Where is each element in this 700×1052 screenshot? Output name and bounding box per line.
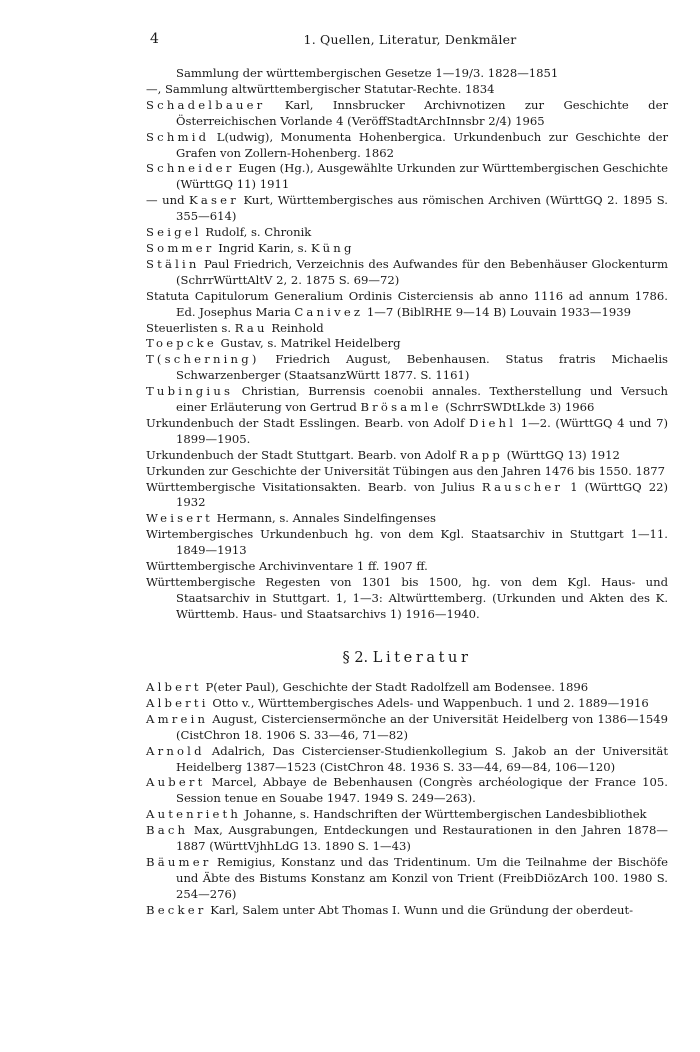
entry-text: Gustav, s. Matrikel Heidelberg: [216, 336, 401, 351]
entry-text: — und: [146, 193, 190, 208]
entry-text: Remigius, Konstanz und das Tridentinum. Um die Teilnahme der Bischöfe und Äbte des Bistums Konstanz am Konzil von Trient (FreibDiözArch 100. 1980 S. 254—276): [176, 854, 668, 901]
entry-text: Steuerlisten s.: [146, 320, 235, 335]
quellen-list: [146, 66, 668, 623]
section-heading: [146, 650, 668, 666]
entry-text: 1—7 (BiblRHE 9—14 B) Louvain 1933—1939: [363, 304, 632, 319]
entry-text: Adalrich, Das Cistercienser-Studienkollegium S. Jakob an der Universität Heidelberg 1387—1523 (CistChron 48. 1936 S. 33—44, 69—84, 106—120): [176, 743, 668, 774]
author-name-spaced: Schmid: [146, 129, 210, 144]
author-name-spaced: Canivez: [294, 304, 364, 319]
entry-text: Urkunden zur Geschichte der Universität Tübingen aus den Jahren 1476 bis 1550. 1877: [146, 463, 665, 478]
bibliography-entry: [146, 82, 668, 98]
author-name-spaced: Rau: [234, 320, 268, 335]
bibliography-entry: [146, 225, 668, 241]
bibliography-entry: [146, 575, 668, 623]
bibliography-entry: [146, 98, 668, 130]
author-name-spaced: Arnold: [146, 743, 205, 758]
bibliography-entry: [146, 480, 668, 512]
author-name-spaced: Rapp: [459, 447, 503, 462]
entry-text: Ingrid Karin, s.: [214, 240, 312, 255]
section-title: Literatur: [372, 650, 472, 666]
entry-text: 1—2. (WürttGQ 4 und 7) 1899—1905.: [176, 415, 668, 446]
entry-text: Urkundenbuch der Stadt Stuttgart. Bearb. von Adolf: [146, 447, 460, 462]
entry-text: Johanne, s. Handschriften der Württembergischen Landesbibliothek: [241, 807, 647, 822]
entry-text: Eugen (Hg.), Ausgewählte Urkunden zur Württembergischen Geschichte (WürttGQ 11) 1911: [176, 161, 668, 192]
entry-text: Karl, Innsbrucker Archivnotizen zur Geschichte der Österreichischen Vorlande 4 (VeröffStadtArchInnsbr 2/4) 1965: [176, 97, 668, 128]
author-name-spaced: Albert: [146, 680, 202, 694]
entry-text: Friedrich August, Bebenhausen. Status fratris Michaelis Schwarzenberger (StaatsanzWürtt 1877. S. 1161): [176, 352, 668, 383]
entry-text: L(udwig), Monumenta Hohenbergica. Urkundenbuch zur Geschichte der Grafen von Zollern-Hohenberg. 1862: [176, 129, 668, 160]
bibliography-entry: [146, 823, 668, 855]
author-name-spaced: Alberti: [146, 695, 209, 710]
entry-text: Otto v., Württembergisches Adels- und Wappenbuch. 1 und 2. 1889—1916: [208, 695, 649, 710]
entry-text: Sammlung der württembergischen Gesetze 1—19/3. 1828—1851: [176, 66, 559, 80]
entry-text: —, Sammlung altwürttembergischer Statutar-Rechte. 1834: [146, 81, 495, 96]
entry-text: Württembergische Visitationsakten. Bearb. von Julius: [146, 479, 482, 494]
bibliography-entry: [146, 696, 668, 712]
entry-text: Statuta Capitulorum Generalium Ordinis Cisterciensis ab anno 1116 ad annum 1786. Ed. Josephus Maria: [146, 288, 668, 319]
bibliography-entry: [146, 855, 668, 903]
bibliography-entry: [146, 559, 668, 575]
entry-text: (WürttGQ 13) 1912: [502, 447, 620, 462]
author-name-spaced: Kaser: [189, 193, 239, 208]
bibliography-entry: [146, 903, 668, 919]
author-name-spaced: Tubingius: [146, 384, 234, 399]
entry-text: 1 (WürttGQ 22) 1932: [176, 479, 668, 510]
bibliography-entry: [146, 464, 668, 480]
bibliography-entry: [146, 511, 668, 527]
entry-text: Marcel, Abbaye de Bebenhausen (Congrès archéologique der France 105. Session tenue en Souabe 1947. 1949 S. 249—263).: [176, 775, 668, 806]
author-name-spaced: Toepcke: [146, 336, 217, 351]
bibliography-entry: [146, 775, 668, 807]
author-name-spaced: Rauscher: [481, 479, 564, 494]
bibliography-entry: [146, 66, 668, 82]
page-number: 4: [150, 31, 159, 47]
author-name-spaced: Diehl: [469, 415, 517, 430]
running-head: 1. Quellen, Literatur, Denkmäler: [303, 32, 517, 47]
entry-text: Hermann, s. Annales Sindelfingenses: [212, 511, 436, 526]
bibliography-entry: [146, 712, 668, 744]
entry-text: (SchrrSWDtLkde 3) 1966: [441, 400, 595, 415]
bibliography-entry: [146, 807, 668, 823]
bibliography-entry: [146, 161, 668, 193]
entry-text: Württembergische Regesten von 1301 bis 1500, hg. von dem Kgl. Haus- und Staatsarchiv in Stuttgart. 1, 1—3: Altwürttemberg. (Urkunden und Akten des K. Württemb. Haus- und Staatsarchivs 1) 1916—1940.: [146, 575, 668, 621]
entry-text: Wirtembergisches Urkundenbuch hg. von dem Kgl. Staatsarchiv in Stuttgart 1—11. 1849—1913: [146, 527, 668, 558]
bibliography-entry: [146, 130, 668, 162]
author-name-spaced: T(scherning): [146, 352, 260, 367]
entry-text: Rudolf, s. Chronik: [201, 225, 312, 240]
bibliography-entry: [146, 193, 668, 225]
author-name-spaced: Amrein: [146, 711, 209, 726]
author-name-spaced: Küng: [311, 240, 355, 255]
author-name-spaced: Seigel: [146, 225, 202, 240]
author-name-spaced: Becker: [146, 902, 207, 917]
entry-text: Urkundenbuch der Stadt Esslingen. Bearb. von Adolf: [146, 415, 470, 430]
entry-text: P(eter Paul), Geschichte der Stadt Radolfzell am Bodensee. 1896: [201, 680, 589, 694]
entry-text: Max, Ausgrabungen, Entdeckungen und Restaurationen in den Jahren 1878—1887 (WürttVjhhLdG 13. 1890 S. 1—43): [176, 823, 668, 854]
author-name-spaced: Stälin: [146, 256, 200, 271]
bibliography-entry: [146, 241, 668, 257]
bibliography-entry: [146, 336, 668, 352]
entry-text: Württembergische Archivinventare 1 ff. 1907 ff.: [146, 559, 428, 574]
author-name-spaced: Autenrieth: [146, 807, 242, 822]
entry-text: Reinhold: [267, 320, 324, 335]
entry-text: Christian, Burrensis coenobii annales. Textherstellung und Versuch einer Erläuterung von Gertrud: [176, 384, 668, 415]
bibliography-entry: [146, 416, 668, 448]
author-name-spaced: Sommer: [146, 240, 215, 255]
author-name-spaced: Schadelbauer: [146, 97, 266, 112]
bibliography-entry: [146, 448, 668, 464]
bibliography-entry: [146, 680, 668, 696]
bibliography-entry: [146, 321, 668, 337]
bibliography-entry: [146, 527, 668, 559]
bibliography-entry: [146, 257, 668, 289]
author-name-spaced: Brösamle: [360, 400, 442, 415]
author-name-spaced: Bach: [146, 823, 189, 838]
author-name-spaced: Schneider: [146, 161, 235, 176]
entry-text: August, Cisterciensermönche an der Universität Heidelberg von 1386—1549 (CistChron 18. 1906 S. 33—46, 71—82): [176, 711, 668, 742]
author-name-spaced: Aubert: [146, 775, 206, 790]
literatur-list: [146, 680, 668, 919]
author-name-spaced: Bäumer: [146, 854, 212, 869]
bibliography-entry: [146, 744, 668, 776]
bibliography-entry: [146, 384, 668, 416]
entry-text: Paul Friedrich, Verzeichnis des Aufwandes für den Bebenhäuser Glockenturm (SchrrWürttAltV 2, 2. 1875 S. 69—72): [176, 256, 668, 287]
author-name-spaced: Weisert: [146, 511, 213, 526]
entry-text: Karl, Salem unter Abt Thomas I. Wunn und die Gründung der oberdeut-: [206, 902, 634, 917]
bibliography-entry: [146, 352, 668, 384]
bibliography-entry: [146, 289, 668, 321]
entry-text: Kurt, Württembergisches aus römischen Archiven (WürttGQ 2. 1895 S. 355—614): [176, 193, 668, 224]
section-number: § 2.: [342, 650, 369, 666]
